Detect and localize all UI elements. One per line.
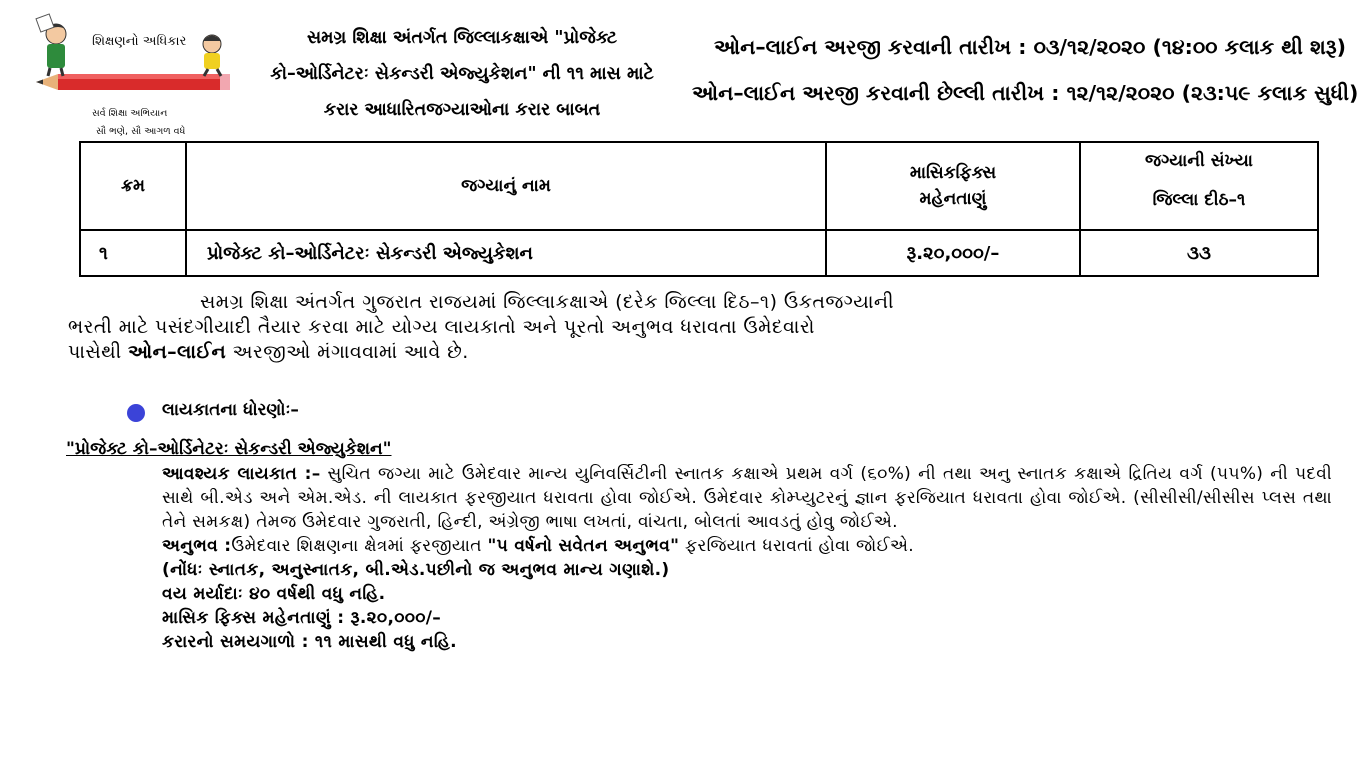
application-dates: [692, 24, 1358, 116]
notice-title: [236, 20, 688, 128]
experience-note: (નોંધઃ સ્નાતક, અનુસ્નાતક, બી.એડ.પછીનો જ અનુભવ માન્ય ગણાશે.): [162, 560, 670, 580]
experience-emphasis: "૫ વર્ષનો સવેતન અનુભવ": [487, 536, 680, 556]
header-salary: [826, 142, 1080, 230]
qualification-text: સુચિત જગ્યા માટે ઉમેદવાર માન્ય યુનિવર્સિટીની સ્નાતક કક્ષાએ પ્રથમ વર્ગ (૬૦%) ની તથા અનુ સ્નાતક કક્ષાએ દ્રિતિય વર્ગ (૫૫%) ની પદવી સાથે બી.એડ અને એમ.એડ. ની લાયકાત ફરજીયાત ધરાવતા હોવા જોઈએ. ઉમેદવાર કોમ્પ્યુટરનું જ્ઞાન ફરજિયાત ધરાવતા હોવા જોઈએ. (સીસીસી/સીસીસ પ્લસ તથા તેને સમકક્ષ) તેમજ ઉમેદવાર ગુજરાતી, હિન્દી, અંગ્રેજી ભાષા લખતાં, વાંચતા, બોલતાં આવડતું હોવુ જોઈએ.: [162, 464, 1332, 532]
table-row: [80, 230, 1318, 276]
posts-table: [79, 141, 1319, 277]
logo-tagline: સૌ ભણે, સૌ આગળ વધે: [96, 126, 186, 137]
experience-paragraph: [162, 534, 1332, 558]
logo-subtitle: સર્વ શિક્ષા અભિયાન: [92, 108, 168, 119]
header-post-count: [1080, 142, 1318, 230]
notice-title-line: કો–ઓર્ડિનેટરઃ સેકન્ડરી એજ્યુકેશન" ની ૧૧ માસ માટે: [270, 64, 654, 84]
intro-online-emphasis: ઓન–લાઈન: [128, 341, 227, 363]
logo-graphic: [34, 10, 234, 142]
cell-post-count: ૩૩: [1080, 230, 1318, 276]
notice-title-line: કરાર આધારિતજગ્યાઓના કરાર બાબત: [323, 100, 601, 120]
qualification-paragraph: [162, 462, 1332, 534]
logo-title: શિક્ષણનો અધિકાર: [92, 34, 187, 49]
cell-serial: ૧: [80, 230, 186, 276]
intro-line: [68, 340, 1304, 365]
experience-text: ઉમેદવાર શિક્ષણના ક્ષેત્રમાં ફરજીયાત: [231, 536, 488, 556]
header-count-line: જગ્યાની સંખ્યા: [1145, 151, 1253, 171]
logo: [34, 10, 234, 142]
notice-title-line: સમગ્ર શિક્ષા અંતર્ગત જિલ્લાકક્ષાએ "પ્રોજેક્ટ: [306, 28, 618, 48]
contract-period: કરારનો સમયગાળો : ૧૧ માસથી વધુ નહિ.: [162, 632, 457, 652]
intro-line: ભરતી માટે પસંદગીયાદી તૈયાર કરવા માટે યોગ્ય લાયકાતો અને પૂરતો અનુભવ ધરાવતા ઉમેદવારો: [68, 316, 815, 338]
monthly-salary: માસિક ફિક્સ મહેનતાણું : રૂ.૨૦,૦૦૦/–: [162, 608, 442, 628]
criteria-heading: લાયકાતના ધોરણોઃ–: [162, 400, 299, 420]
criteria-post-title: "પ્રોજેક્ટ કો–ઓર્ડિનેટરઃ સેકન્ડરી એજ્યુકેશન": [66, 439, 392, 459]
header-count-line: જિલ્લા દીઠ–૧: [1152, 190, 1246, 210]
cell-salary: રૂ.૨૦,૦૦૦/–: [826, 230, 1080, 276]
header-salary-line: માસિકફિક્સ: [909, 163, 997, 183]
application-start-date: ઓન–લાઈન અરજી કરવાની તારીખ : ૦૩/૧૨/૨૦૨૦ (૧૪:૦૦ કલાક થી શરૂ): [714, 35, 1347, 59]
experience-text: ફરજિયાત ધરાવતાં હોવા જોઈએ.: [679, 536, 914, 556]
intro-paragraph: [68, 290, 1304, 365]
intro-text: પાસેથી: [68, 341, 129, 363]
header-salary-line: મહેનતાણું: [919, 189, 987, 209]
intro-line: સમગ્ર શિક્ષા અંતર્ગત ગુજરાત રાજયમાં જિલ્લાકક્ષાએ (દરેક જિલ્લા દિઠ–૧) ઉકતજગ્યાની: [200, 291, 894, 313]
experience-label: અનુભવ :: [162, 536, 232, 556]
header-post-name: જગ્યાનું નામ: [186, 142, 826, 230]
bullet-icon: [127, 404, 145, 422]
qualification-label: આવશ્યક લાયકાત :–: [162, 464, 321, 484]
header-serial: ક્રમ: [80, 142, 186, 230]
cell-post-name: પ્રોજેક્ટ કો–ઓર્ડિનેટરઃ સેકન્ડરી એજ્યુકેશન: [186, 230, 826, 276]
application-end-date: ઓન–લાઈન અરજી કરવાની છેલ્લી તારીખ : ૧૨/૧૨/૨૦૨૦ (૨૩:૫૯ કલાક સુધી): [692, 81, 1359, 105]
age-limit: વય મર્યાદાઃ ૪૦ વર્ષથી વધુ નહિ.: [162, 584, 386, 604]
table-header-row: [80, 142, 1318, 230]
intro-text: અરજીઓ મંગાવવામાં આવે છે.: [226, 341, 469, 363]
criteria-details: [162, 462, 1332, 654]
